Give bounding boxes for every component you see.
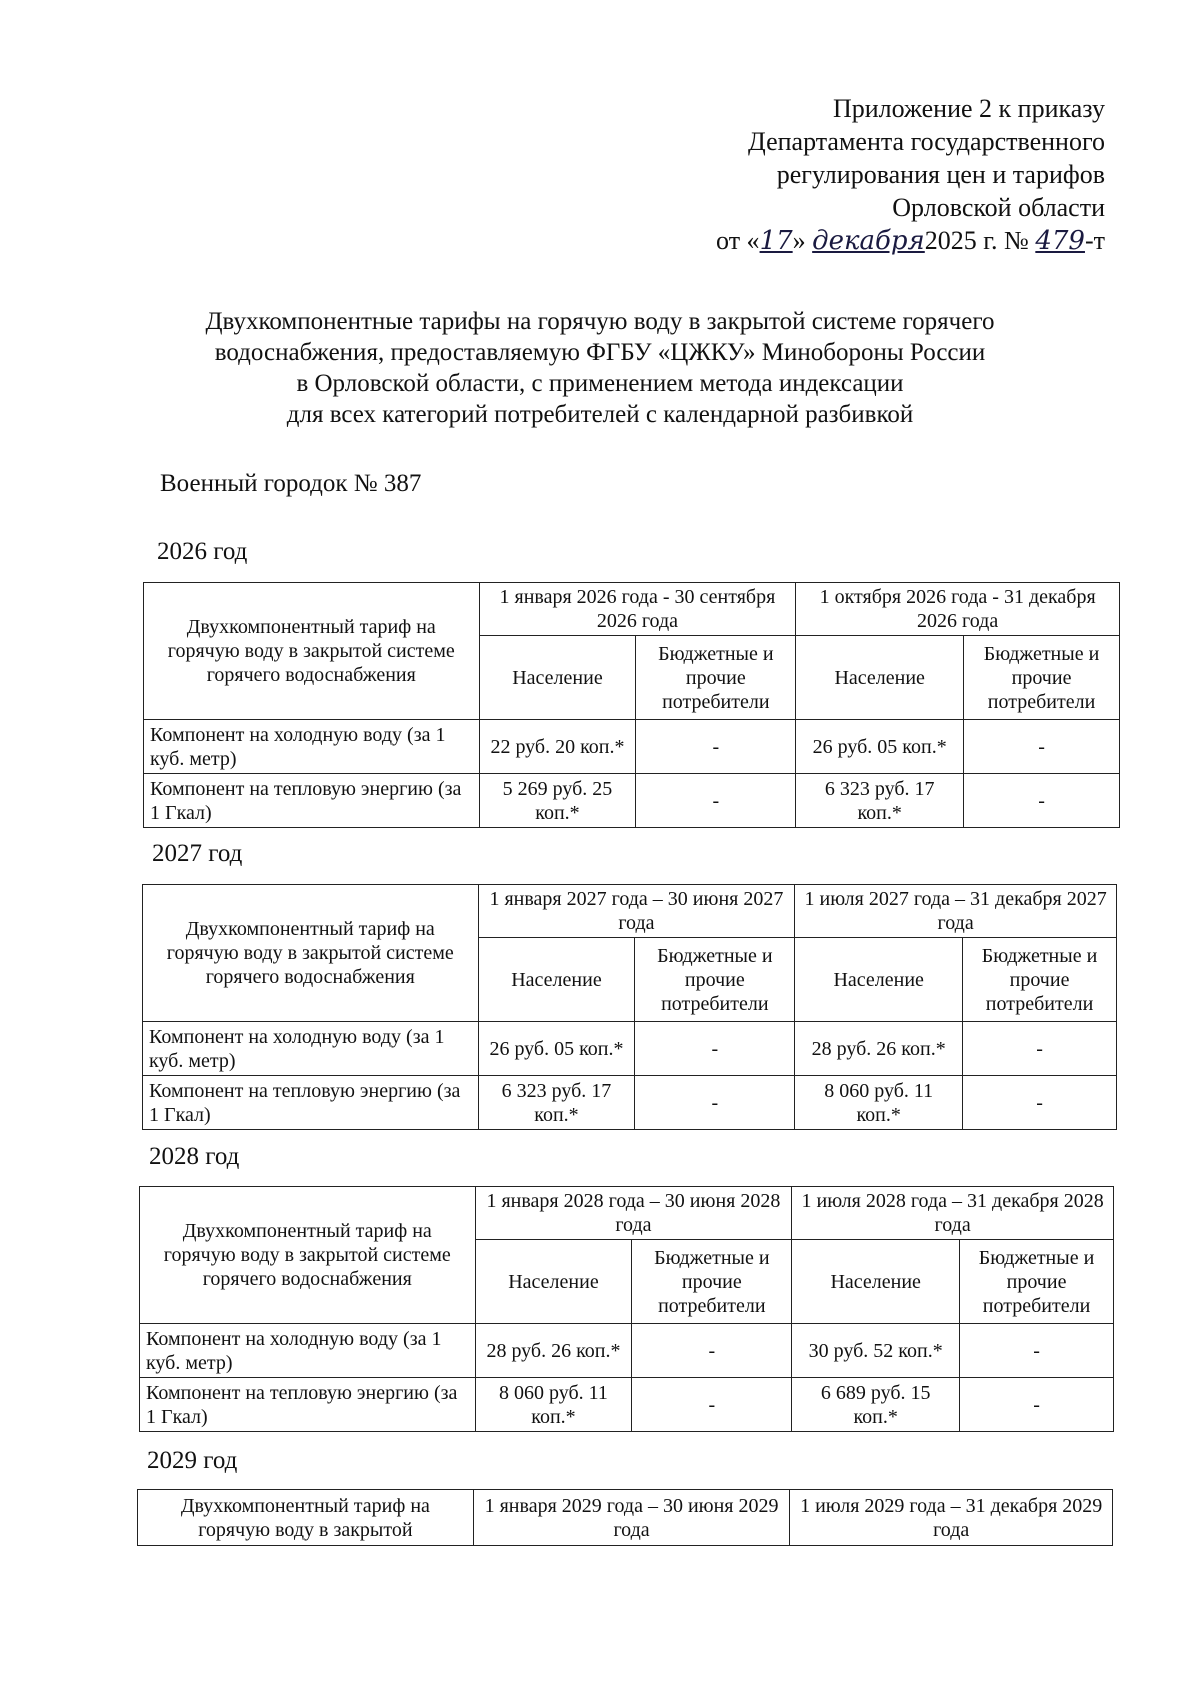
table-row <box>138 1490 1113 1546</box>
value-cell: - <box>963 1076 1117 1130</box>
period-header: 1 октября 2026 года - 31 декабря 2026 года <box>796 583 1120 636</box>
value-cell: 5 269 руб. 25 коп.* <box>479 774 636 828</box>
tariff-table-2029 <box>137 1489 1113 1546</box>
table-row <box>140 1187 1114 1240</box>
value-cell: - <box>635 1076 795 1130</box>
col-budget: Бюджетные и прочие потребители <box>632 1240 792 1324</box>
tariff-table-2026 <box>143 582 1120 828</box>
col-budget: Бюджетные и прочие потребители <box>960 1240 1114 1324</box>
header-line: Приложение 2 к приказу <box>832 94 1105 123</box>
value-cell: 6 323 руб. 17 коп.* <box>478 1076 635 1130</box>
table-row <box>140 1324 1114 1378</box>
row-header-cell: Двухкомпонентный тариф на горячую воду в закрытой <box>138 1490 474 1546</box>
date-prefix: от « <box>716 226 760 255</box>
col-population: Население <box>478 938 635 1022</box>
number-suffix: -т <box>1084 226 1105 255</box>
col-budget: Бюджетные и прочие потребители <box>964 636 1120 720</box>
title-line: Двухкомпонентные тарифы на горячую воду в закрытой системе горячего <box>205 308 995 335</box>
col-population: Население <box>479 636 636 720</box>
row-heat-energy: Компонент на тепловую энергию (за 1 Гкал) <box>144 774 480 828</box>
title-line: для всех категорий потребителей с календарной разбивкой <box>286 401 914 428</box>
value-cell: 28 руб. 26 коп.* <box>795 1022 963 1076</box>
value-cell: - <box>964 720 1120 774</box>
value-cell: - <box>632 1324 792 1378</box>
row-cold-water: Компонент на холодную воду (за 1 куб. метр) <box>144 720 480 774</box>
col-population: Население <box>795 938 963 1022</box>
table-row <box>144 720 1120 774</box>
year-label-2029: 2029 год <box>147 1447 238 1474</box>
table-row <box>143 885 1117 938</box>
value-cell: 8 060 руб. 11 коп.* <box>795 1076 963 1130</box>
table-row <box>144 774 1120 828</box>
handwritten-month: декабря <box>812 226 925 256</box>
military-town-label: Военный городок № 387 <box>160 470 422 497</box>
order-date-line <box>645 224 1105 258</box>
row-header-cell: Двухкомпонентный тариф на горячую воду в закрытой системе горячего водоснабжения <box>140 1187 476 1324</box>
value-cell: - <box>635 1022 795 1076</box>
document-title <box>120 306 1080 430</box>
table-row <box>143 1022 1117 1076</box>
header-line: Департамента государственного <box>748 127 1105 156</box>
row-heat-energy: Компонент на тепловую энергию (за 1 Гкал) <box>143 1076 479 1130</box>
value-cell: 26 руб. 05 коп.* <box>796 720 964 774</box>
date-year: 2025 г. № <box>924 226 1029 255</box>
year-label-2028: 2028 год <box>149 1143 240 1170</box>
row-header-cell: Двухкомпонентный тариф на горячую воду в закрытой системе горячего водоснабжения <box>144 583 480 720</box>
row-header-cell: Двухкомпонентный тариф на горячую воду в закрытой системе горячего водоснабжения <box>143 885 479 1022</box>
value-cell: 30 руб. 52 коп.* <box>792 1324 960 1378</box>
value-cell: 26 руб. 05 коп.* <box>478 1022 635 1076</box>
value-cell: 22 руб. 20 коп.* <box>479 720 636 774</box>
tariff-table-2028 <box>139 1186 1114 1432</box>
handwritten-day: 17 <box>759 226 793 256</box>
year-label-2026: 2026 год <box>157 538 248 565</box>
value-cell: 8 060 руб. 11 коп.* <box>475 1378 632 1432</box>
col-budget: Бюджетные и прочие потребители <box>635 938 795 1022</box>
period-header: 1 января 2029 года – 30 июня 2029 года <box>473 1490 790 1546</box>
period-header: 1 января 2026 года - 30 сентября 2026 года <box>479 583 796 636</box>
table-row <box>140 1378 1114 1432</box>
title-line: водоснабжения, предоставляемую ФГБУ «ЦЖКУ» Минобороны России <box>214 339 986 366</box>
value-cell: - <box>636 774 796 828</box>
appendix-header <box>645 92 1105 258</box>
value-cell: - <box>960 1378 1114 1432</box>
period-header: 1 июля 2028 года – 31 декабря 2028 года <box>792 1187 1114 1240</box>
col-budget: Бюджетные и прочие потребители <box>963 938 1117 1022</box>
value-cell: 28 руб. 26 коп.* <box>475 1324 632 1378</box>
period-header: 1 июля 2029 года – 31 декабря 2029 года <box>790 1490 1113 1546</box>
value-cell: - <box>636 720 796 774</box>
value-cell: - <box>632 1378 792 1432</box>
value-cell: - <box>960 1324 1114 1378</box>
value-cell: 6 689 руб. 15 коп.* <box>792 1378 960 1432</box>
year-label-2027: 2027 год <box>152 840 243 867</box>
row-cold-water: Компонент на холодную воду (за 1 куб. метр) <box>140 1324 476 1378</box>
handwritten-number: 479 <box>1035 226 1085 256</box>
col-population: Население <box>796 636 964 720</box>
tariff-table-2027 <box>142 884 1117 1130</box>
row-cold-water: Компонент на холодную воду (за 1 куб. метр) <box>143 1022 479 1076</box>
period-header: 1 июля 2027 года – 31 декабря 2027 года <box>795 885 1117 938</box>
title-line: в Орловской области, с применением метода индексации <box>296 370 904 397</box>
period-header: 1 января 2028 года – 30 июня 2028 года <box>475 1187 792 1240</box>
table-row <box>144 583 1120 636</box>
value-cell: - <box>964 774 1120 828</box>
header-line: Орловской области <box>892 193 1105 222</box>
col-population: Население <box>792 1240 960 1324</box>
period-header: 1 января 2027 года – 30 июня 2027 года <box>478 885 795 938</box>
header-line: регулирования цен и тарифов <box>776 160 1105 189</box>
row-heat-energy: Компонент на тепловую энергию (за 1 Гкал) <box>140 1378 476 1432</box>
value-cell: 6 323 руб. 17 коп.* <box>796 774 964 828</box>
value-cell: - <box>963 1022 1117 1076</box>
date-mid: » <box>792 226 813 255</box>
table-row <box>143 1076 1117 1130</box>
col-budget: Бюджетные и прочие потребители <box>636 636 796 720</box>
col-population: Население <box>475 1240 632 1324</box>
